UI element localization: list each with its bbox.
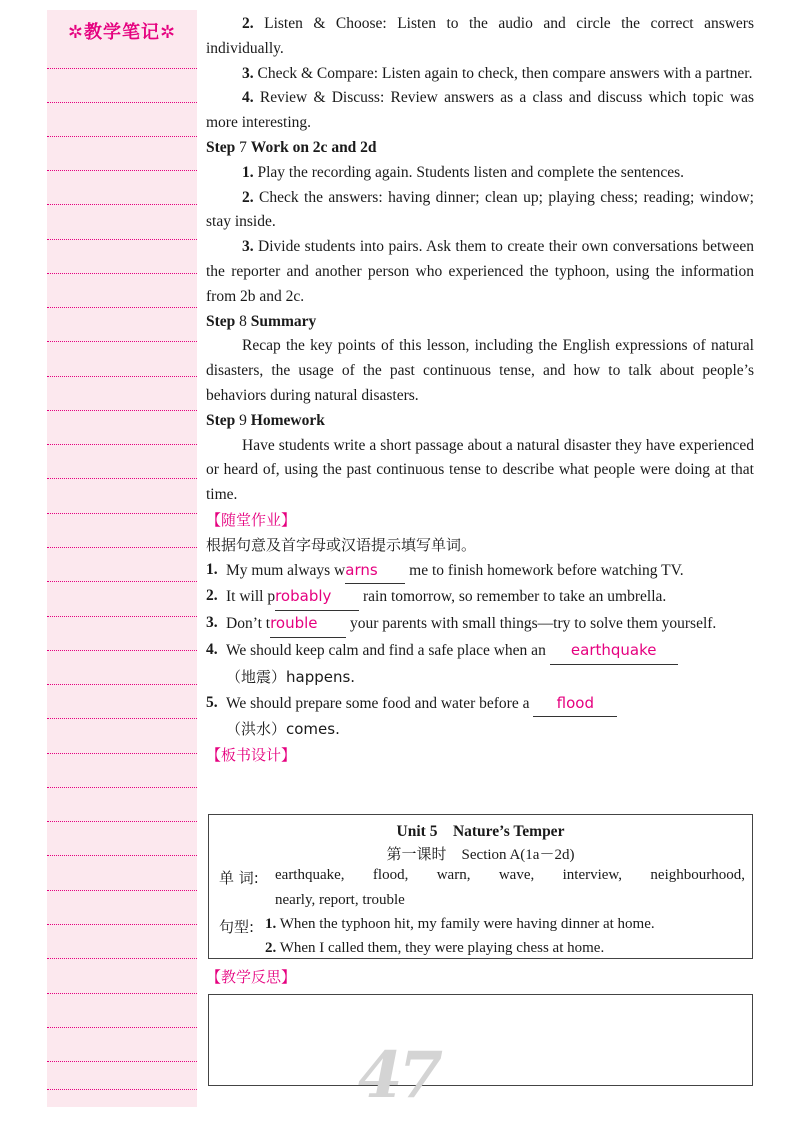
- words-label: 单 词:: [219, 869, 259, 887]
- notes-line: [47, 273, 197, 274]
- answer-text: robably: [275, 587, 332, 606]
- notes-line: [47, 547, 197, 548]
- step6-item: [206, 62, 754, 87]
- notes-line: [47, 68, 197, 69]
- notes-line: [47, 924, 197, 925]
- exercise-question: [206, 584, 754, 611]
- notes-line: [47, 444, 197, 445]
- answer-blank[interactable]: [270, 611, 346, 638]
- sentence-text: When the typhoon hit, my family were having dinner at home.: [276, 916, 655, 932]
- teaching-notes-column: [47, 10, 197, 1107]
- notes-line: [47, 787, 197, 788]
- notes-line: [47, 855, 197, 856]
- question-number: 4.: [206, 640, 218, 658]
- notes-line: [47, 102, 197, 103]
- question-text: Don’t t: [226, 615, 271, 633]
- question-text: rain tomorrow, so remember to take an umbrella.: [359, 588, 667, 606]
- lesson-content: [206, 12, 754, 768]
- homework-label: 【随堂作业】: [206, 510, 297, 529]
- answer-blank[interactable]: [275, 584, 359, 611]
- notes-line: [47, 684, 197, 685]
- notes-line: [47, 307, 197, 308]
- notes-line: [47, 376, 197, 377]
- question-number: 3.: [206, 614, 218, 632]
- notes-line: [47, 581, 197, 582]
- notes-line: [47, 170, 197, 171]
- item-text: Divide students into pairs. Ask them to create their own conversations between the reporter and another person who experienced the typhoon, using the information from 2b and 2c.: [206, 238, 754, 305]
- item-number: 2.: [242, 15, 254, 32]
- step9-heading: [206, 409, 754, 434]
- answer-text: arns: [345, 560, 378, 579]
- answer-blank[interactable]: [345, 558, 405, 585]
- answer-text: rouble: [270, 614, 318, 633]
- item-number: 2.: [242, 188, 254, 206]
- step-title: Work on 2c and 2d: [250, 138, 377, 156]
- item-number: 3.: [242, 238, 254, 256]
- notes-line: [47, 1061, 197, 1062]
- item-number: 4.: [242, 89, 254, 107]
- question-text: （洪水）comes.: [226, 720, 340, 739]
- step8-text: Recap the key points of this lesson, including the English expressions of natural disasters, the usage of the past continuous tense, and how to talk about people’s behaviors during natural disasters.: [206, 337, 754, 404]
- item-number: 3.: [242, 64, 254, 82]
- item-number: 1.: [242, 163, 254, 181]
- step6-item: [206, 12, 754, 62]
- notes-line: [47, 1027, 197, 1028]
- question-number: 5.: [206, 693, 218, 711]
- sentences-label: 句型:: [219, 918, 255, 936]
- notes-line: [47, 513, 197, 514]
- words-line: earthquake, flood, warn, wave, interview, neighbourhood,: [275, 867, 745, 883]
- notes-line: [47, 1089, 197, 1090]
- notes-line: [47, 993, 197, 994]
- notes-line: [47, 136, 197, 137]
- step6-item: [206, 86, 754, 136]
- notes-line: [47, 478, 197, 479]
- notes-line: [47, 616, 197, 617]
- item-text: Check the answers: having dinner; clean up; playing chess; reading; window; stay inside.: [206, 188, 754, 231]
- teaching-notes-title: ✲教学笔记✲: [67, 22, 177, 43]
- step-number: 8: [235, 312, 251, 330]
- sentence-pattern: [265, 916, 655, 933]
- exercise-question: [206, 638, 754, 691]
- step-prefix: Step: [206, 411, 236, 429]
- question-text: We should keep calm and find a safe place when an: [226, 641, 550, 659]
- sentence-text: When I called them, they were playing chess at home.: [276, 940, 605, 956]
- step-title: Summary: [250, 312, 317, 330]
- exercise-question: [206, 691, 754, 744]
- reflection-label: 【教学反思】: [206, 968, 297, 986]
- step-prefix: Step: [206, 138, 236, 156]
- board-title: Unit 5 Nature’s Temper: [396, 823, 565, 840]
- notes-line: [47, 341, 197, 342]
- reflection-box[interactable]: [208, 994, 753, 1086]
- page-number: 47: [358, 1038, 440, 1113]
- step-prefix: Step: [206, 312, 236, 330]
- notes-line: [47, 204, 197, 205]
- notes-line: [47, 958, 197, 959]
- step-number: 9: [235, 411, 251, 429]
- step7-heading: [206, 136, 754, 161]
- answer-blank[interactable]: [533, 691, 617, 718]
- item-text: Review & Discuss: Review answers as a class and discuss which topic was more interesting.: [206, 89, 754, 132]
- words-line: nearly, report, trouble: [275, 892, 405, 908]
- exercise-question: [206, 611, 754, 638]
- step8-heading: [206, 310, 754, 335]
- answer-blank[interactable]: [550, 638, 678, 665]
- board-subtitle: 第一课时 Section A(1a－2d): [386, 847, 575, 863]
- step7-item: [206, 235, 754, 309]
- homework-instruction: 根据句意及首字母或汉语提示填写单词。: [206, 535, 477, 554]
- question-text: My mum always w: [226, 561, 346, 579]
- notes-line: [47, 650, 197, 651]
- notes-line: [47, 821, 197, 822]
- notes-line: [47, 890, 197, 891]
- sentence-number: 2.: [265, 940, 277, 956]
- question-text: me to finish homework before watching TV.: [405, 561, 684, 579]
- step9-text: Have students write a short passage about a natural disaster they have experienced or heard of, using the past continuous tense to describe what people were doing at that time.: [206, 436, 754, 504]
- item-text: Play the recording again. Students listen and complete the sentences.: [253, 163, 685, 181]
- question-text: （地震）happens.: [226, 667, 356, 686]
- answer-text: flood: [556, 693, 594, 712]
- sentence-number: 1.: [265, 916, 277, 932]
- board-design-label: 【板书设计】: [206, 746, 297, 765]
- question-number: 1.: [206, 560, 218, 578]
- question-number: 2.: [206, 587, 218, 605]
- step-number: 7: [235, 138, 251, 156]
- question-text: It will p: [226, 588, 276, 606]
- item-text: Listen & Choose: Listen to the audio and circle the correct answers individually.: [206, 15, 754, 57]
- question-text: your parents with small things—try to solve them yourself.: [346, 615, 717, 633]
- step7-item: [206, 161, 754, 186]
- exercise-question: [206, 558, 754, 585]
- question-text: We should prepare some food and water before a: [226, 694, 534, 712]
- item-text: Check & Compare: Listen again to check, then compare answers with a partner.: [253, 64, 753, 82]
- notes-line: [47, 410, 197, 411]
- step7-item: [206, 186, 754, 236]
- sentence-pattern: [265, 940, 604, 957]
- board-design-box: [208, 814, 753, 959]
- notes-line: [47, 718, 197, 719]
- answer-text: earthquake: [570, 640, 657, 659]
- notes-line: [47, 753, 197, 754]
- step-title: Homework: [250, 411, 325, 429]
- notes-line: [47, 239, 197, 240]
